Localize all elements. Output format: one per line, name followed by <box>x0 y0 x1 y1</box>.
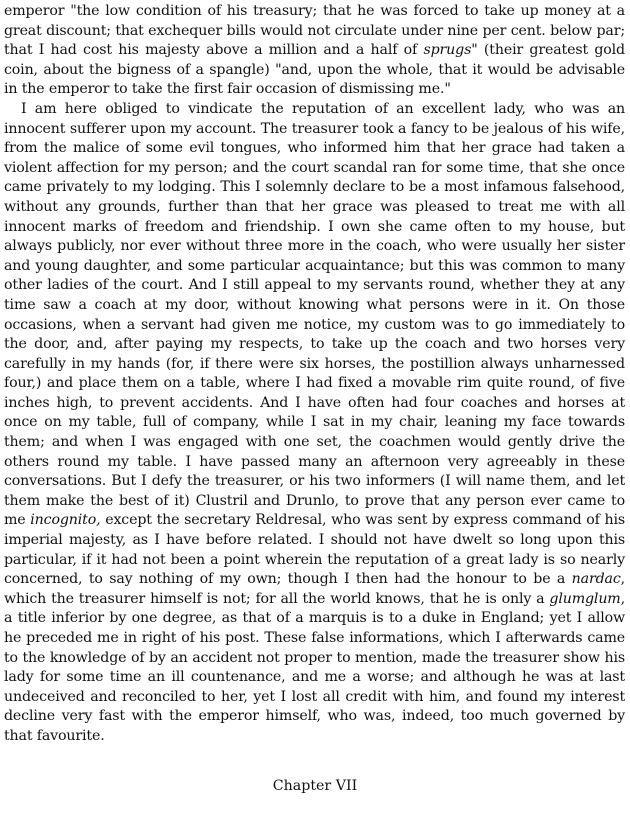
paragraph-1-text-1: emperor "the low condition of his treasury; that he was forced to take up money at a great discount; that exchequer bills would not circulate under nine per cent. below par; that I had cost his majesty above a million and a half of <box>4 3 625 59</box>
document-page <box>4 2 625 747</box>
paragraph-2-text-1: I am here obliged to vindicate the reputation of an excellent lady, who was an innocent sufferer upon my account. The treasurer took a fancy to be jealous of his wife, from the malice of some evil tongues, who informed him that her grace had taken a violent affection for my person; and the court scandal ran for some time, that she once came privately to my lodging. This I solemnly declare to be a most infamous falsehood, without any grounds, further than that her grace was pleased to treat me with all innocent marks of freedom and friendship. I own she came often to my house, but always publicly, nor ever without three more in the coach, who were usually her sister and young daughter, and some particular acquaintance; but this was common to many other ladies of the court. And I still appeal to my servants round, whether they at any time saw a coach at my door, without knowing what persons were in it. On those occasions, when a servant had given me notice, my custom was to go immediately to the door, and, after paying my respects, to take up the coach and two horses very carefully in my hands (for, if there were six horses, the postillion always unharnessed four,) and place them on a table, where I had fixed a movable rim quite round, of five inches high, to prevent accidents. And I have often had four coaches and horses at once on my table, full of company, while I sat in my chair, leaning my face towards them; and when I was engaged with one set, the coachmen would gently drive the others round my table. I have passed many an afternoon very agreeably in these conversations. But I defy the treasurer, or his two informers (I will name them, and let them make the best of it) Clustril and Drunlo, to prove that any person ever came to me <box>4 100 625 529</box>
paragraph-1 <box>4 2 625 100</box>
paragraph-2-text-4: , a title inferior by one degree, as that of a marquis is to a duke in England; yet I allow he preceded me in right of his post. These false informations, which I afterwards came to the knowledge of by an accident not proper to mention, made the treasurer show his lady for some time an ill countenance, and me a worse; and although he was at last undeceived and reconciled to her, yet I lost all credit with him, and found my interest decline very fast with the emperor himself, who was, indeed, too much governed by that favourite. <box>4 590 625 744</box>
italic-nardac: nardac <box>571 571 621 588</box>
paragraph-2-text-3: , which the treasurer himself is not; for all the world knows, that he is only a <box>4 571 625 607</box>
italic-incognito: incognito, <box>30 512 101 529</box>
paragraph-2-text-2: except the secretary Reldresal, who was sent by express command of his imperial majesty, as I have before related. I should not have dwelt so long upon this particular, if it had not been a point wherein the reputation of a great lady is so nearly concerned, to say nothing of my own; though I then had the honour to be a <box>4 512 625 588</box>
paragraph-2 <box>4 100 625 747</box>
chapter-heading: Chapter VII <box>272 778 358 794</box>
italic-glumglum: glumglum <box>549 590 621 607</box>
paragraph-1-text-2: " (their greatest gold coin, about the bigness of a spangle) "and, upon the whole, that it would be advisable in the emperor to take the first fair occasion of dismissing me." <box>4 42 625 98</box>
italic-sprugs: sprugs <box>423 42 472 59</box>
